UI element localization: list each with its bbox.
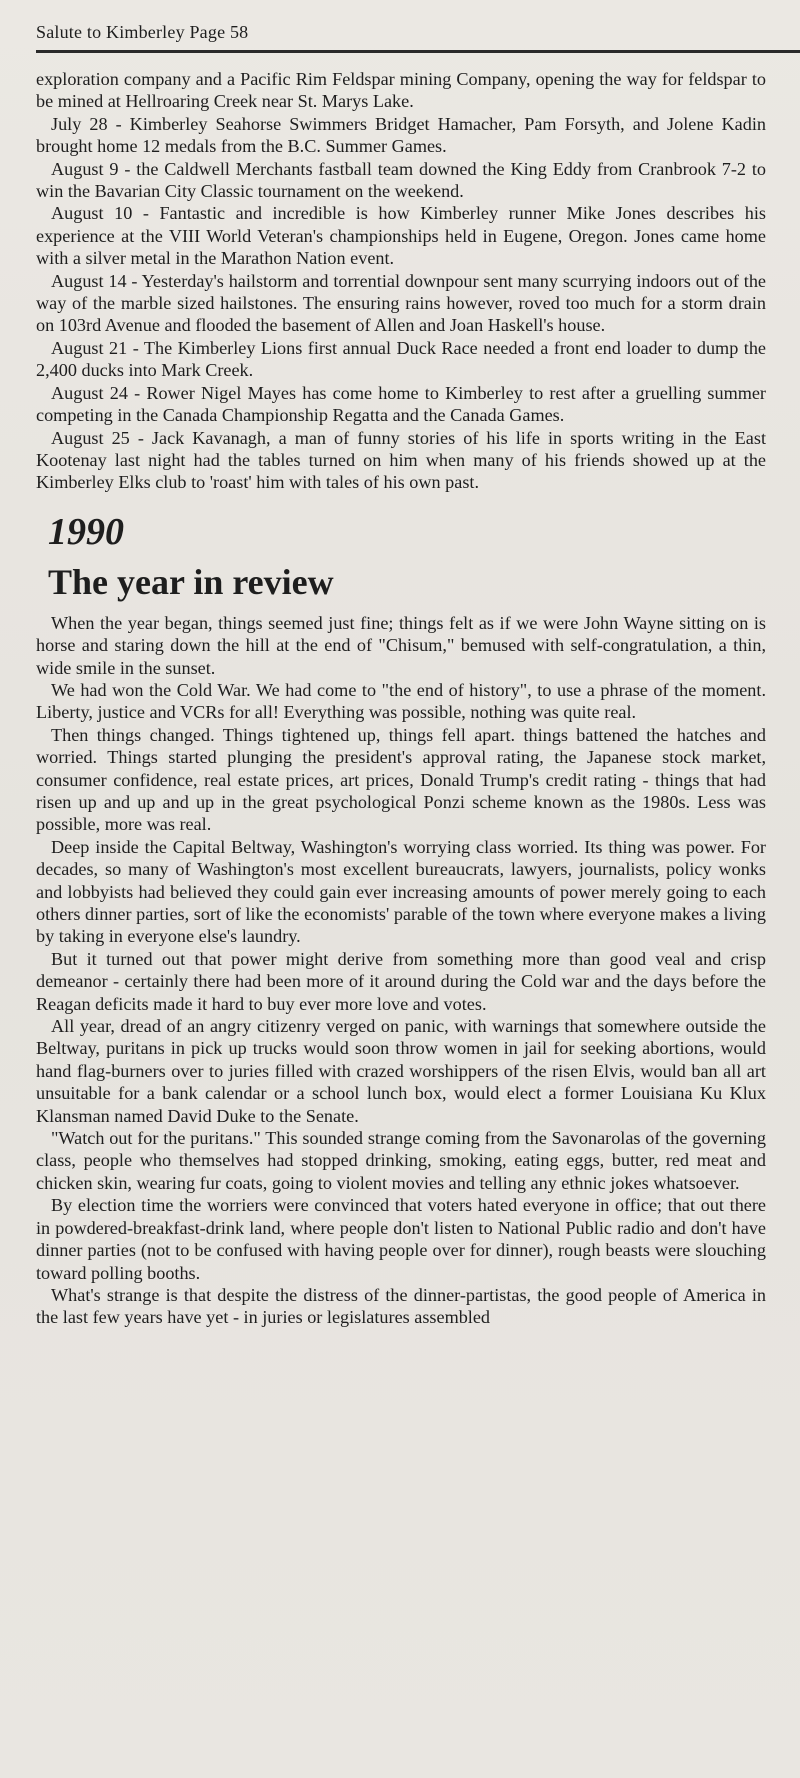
prior-paragraph: August 9 - the Caldwell Merchants fastball team downed the King Eddy from Cranbrook 7-2 to win the Bavarian City Classic tournament on the weekend. — [36, 158, 766, 202]
prior-paragraph: August 14 - Yesterday's hailstorm and torrential downpour sent many scurrying indoors out of the way of the marble sized hailstones. The ensuring rains however, roved too much for a storm drain on 103rd Avenue and flooded the basement of Allen and Joan Haskell's house. — [36, 270, 766, 336]
article-paragraph: By election time the worriers were convinced that voters hated everyone in office; that out there in powdered-breakfast-drink land, where people don't listen to National Public radio and don't have dinner parties (not to be confused with having people over for dinner), rough beasts were slouching toward polling booths. — [36, 1195, 766, 1283]
prior-paragraph: August 24 - Rower Nigel Mayes has come home to Kimberley to rest after a gruelling summer competing in the Canada Championship Regatta and the Canada Games. — [36, 382, 766, 426]
article-paragraph: Then things changed. Things tightened up, things fell apart. things battened the hatches and worried. Things started plunging the president's approval rating, the Japanese stock market, consumer confidence, real estate prices, art prices, Donald Trump's credit rating - things that had risen up and up and up in the great psychological Ponzi scheme known as the 1980s. Less was possible, more was real. — [36, 724, 766, 835]
prior-paragraph: August 10 - Fantastic and incredible is how Kimberley runner Mike Jones describes his experience at the VIII World Veteran's championships held in Eugene, Oregon. Jones came home with a silver metal in the Marathon Nation event. — [36, 203, 766, 269]
article-paragraph: Deep inside the Capital Beltway, Washington's worrying class worried. Its thing was power. For decades, so many of Washington's most excellent bureaucrats, lawyers, journalists, policy wonks and lobbyists had believed they could gain ever increasing amounts of power merely going to each others dinner parties, sort of like the economists' parable of the town where everyone makes a living by taking in everyone else's laundry. — [36, 836, 766, 947]
article-paragraph: When the year began, things seemed just fine; things felt as if we were John Wayne sitting on is horse and staring down the hill at the end of "Chisum," bemused with self-congratulation, a thin, wide smile in the sunset. — [36, 612, 766, 678]
article-paragraph: But it turned out that power might derive from something more than good veal and crisp demeanor - certainly there had been more of it around during the Cold war and the days before the Reagan deficits made it hard to buy ever more love and votes. — [36, 948, 766, 1014]
prior-paragraph: August 25 - Jack Kavanagh, a man of funny stories of his life in sports writing in the East Kootenay last night had the tables turned on him when many of his friends showed up at the Kimberley Elks club to 'roast' him with tales of his own past. — [36, 427, 766, 493]
article-year: 1990 — [48, 510, 124, 553]
article-paragraph: We had won the Cold War. We had come to "the end of history", to use a phrase of the moment. Liberty, justice and VCRs for all! Everything was possible, nothing was quite real. — [36, 679, 766, 723]
prior-paragraph: August 21 - The Kimberley Lions first annual Duck Race needed a front end loader to dump the 2,400 ducks into Mark Creek. — [36, 337, 766, 381]
article-paragraph: What's strange is that despite the distress of the dinner-partistas, the good people of America in the last few years have yet - in juries or legislatures assembled — [36, 1284, 766, 1328]
article-headline: The year in review — [48, 561, 334, 602]
prior-paragraph: July 28 - Kimberley Seahorse Swimmers Bridget Hamacher, Pam Forsyth, and Jolene Kadin brought home 12 medals from the B.C. Summer Games. — [36, 113, 766, 157]
text-column — [36, 68, 766, 1329]
prior-paragraph: exploration company and a Pacific Rim Feldspar mining Company, opening the way for feldspar to be mined at Hellroaring Creek near St. Marys Lake. — [36, 69, 766, 112]
header-rule — [36, 50, 800, 53]
article-paragraph: All year, dread of an angry citizenry verged on panic, with warnings that somewhere outside the Beltway, puritans in pick up trucks would soon throw women in jail for seeking abortions, would hand flag-burners over to juries filled with crazed worshippers of the risen Elvis, would ban all art unsuitable for a bank calendar or a school lunch box, would elect a former Louisiana Ku Klux Klansman named David Duke to the Senate. — [36, 1016, 766, 1126]
article-paragraph: "Watch out for the puritans." This sounded strange coming from the Savonarolas of the governing class, people who themselves had stopped drinking, smoking, eating eggs, butter, red meat and chicken skin, wearing fur coats, going to violent movies and telling any ethnic jokes whatsoever. — [36, 1128, 766, 1193]
page-header: Salute to Kimberley Page 58 — [36, 22, 249, 42]
